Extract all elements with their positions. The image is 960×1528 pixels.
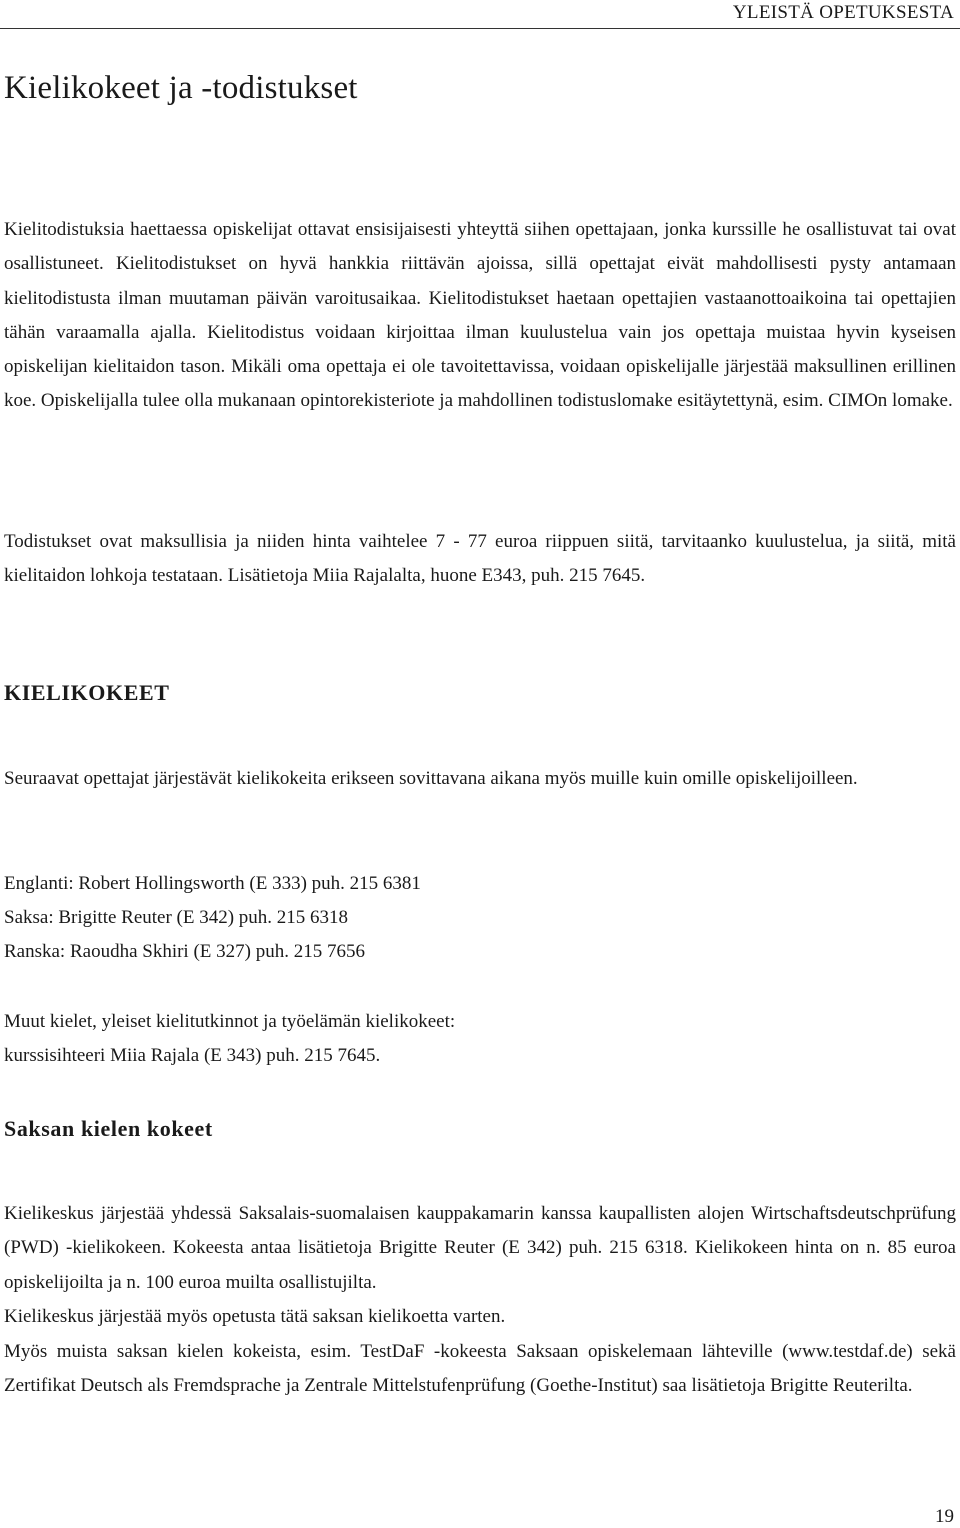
header-divider [0,28,960,29]
contact-english: Englanti: Robert Hollingsworth (E 333) puh. 215 6381 [4,873,421,894]
kielikokeet-intro: Seuraavat opettajat järjestävät kielikokeita erikseen sovittavana aikana myös muille kuin omille opiskelijoilleen. [4,768,858,789]
fees-paragraph: Todistukset ovat maksullisia ja niiden hinta vaihtelee 7 - 77 euroa riippuen siitä, tarvitaanko kuulustelua, ja siitä, mitä kielitaidon lohkoja testataan. Lisätietoja Miia Rajalalta, huone E343, puh. 215 7645. [4,531,956,587]
page-number: 19 [935,1506,954,1527]
other-languages-label: Muut kielet, yleiset kielitutkinnot ja työelämän kielikokeet: [4,1011,456,1032]
contact-german: Saksa: Brigitte Reuter (E 342) puh. 215 6318 [4,907,349,928]
other-german-exams-paragraph: Myös muista saksan kielen kokeista, esim. TestDaF -kokeesta Saksaan opiskelemaan lähteville (www.testdaf.de) sekä Zertifikat Deutsch als Fremdsprache ja Zentrale Mittelstufenprüfung (Goethe-Institut) saa lisätietoja Brigitte Reuterilta. [4,1341,956,1397]
contact-french: Ranska: Raoudha Skhiri (E 327) puh. 215 7656 [4,941,365,962]
page-title: Kielikokeet ja -todistukset [4,70,358,106]
intro-paragraph: Kielitodistuksia haettaessa opiskelijat ottavat ensisijaisesti yhteyttä siihen opettajaan, jonka kurssille he osallistuvat tai ovat osallistuneet. Kielitodistukset on hyvä hankkia riittävän ajoissa, sillä opettajat eivät mahdollisesti pysty antamaan kielitodistusta ilman muutaman päivän varoitusaikaa. Kielitodistukset haetaan opettajien vastaanottoaikoina tai opettajien tähän varaamalla ajalla. Kielitodistus voidaan kirjoittaa ilman kuulustelua vain jos opettaja muistaa hyvin kyseisen opiskelijan kielitaidon tason. Mikäli oma opettaja ei ole tavoitettavissa, voidaan opiskelijalle järjestää maksullinen erillinen koe. Opiskelijalla tulee olla mukanaan opintorekisteriote ja mahdollinen todistuslomake esitäytettynä, esim. CIMOn lomake. [4,219,956,412]
kielikokeet-heading: KIELIKOKEET [4,680,170,705]
german-teaching-paragraph: Kielikeskus järjestää myös opetusta tätä saksan kielikoetta varten. [4,1306,506,1327]
other-languages-contact: kurssisihteeri Miia Rajala (E 343) puh. 215 7645. [4,1045,381,1066]
german-exam-paragraph: Kielikeskus järjestää yhdessä Saksalais-suomalaisen kauppakamarin kanssa kaupallisten alojen Wirtschaftsdeutschprüfung (PWD) -kielikokeen. Kokeesta antaa lisätietoja Brigitte Reuter (E 342) puh. 215 6318. Kielikokeen hinta on n. 85 euroa opiskelijoilta ja n. 100 euroa muilta osallistujilta. [4,1203,956,1293]
german-exams-heading: Saksan kielen kokeet [4,1116,213,1141]
running-header: YLEISTÄ OPETUKSESTA [732,2,954,23]
